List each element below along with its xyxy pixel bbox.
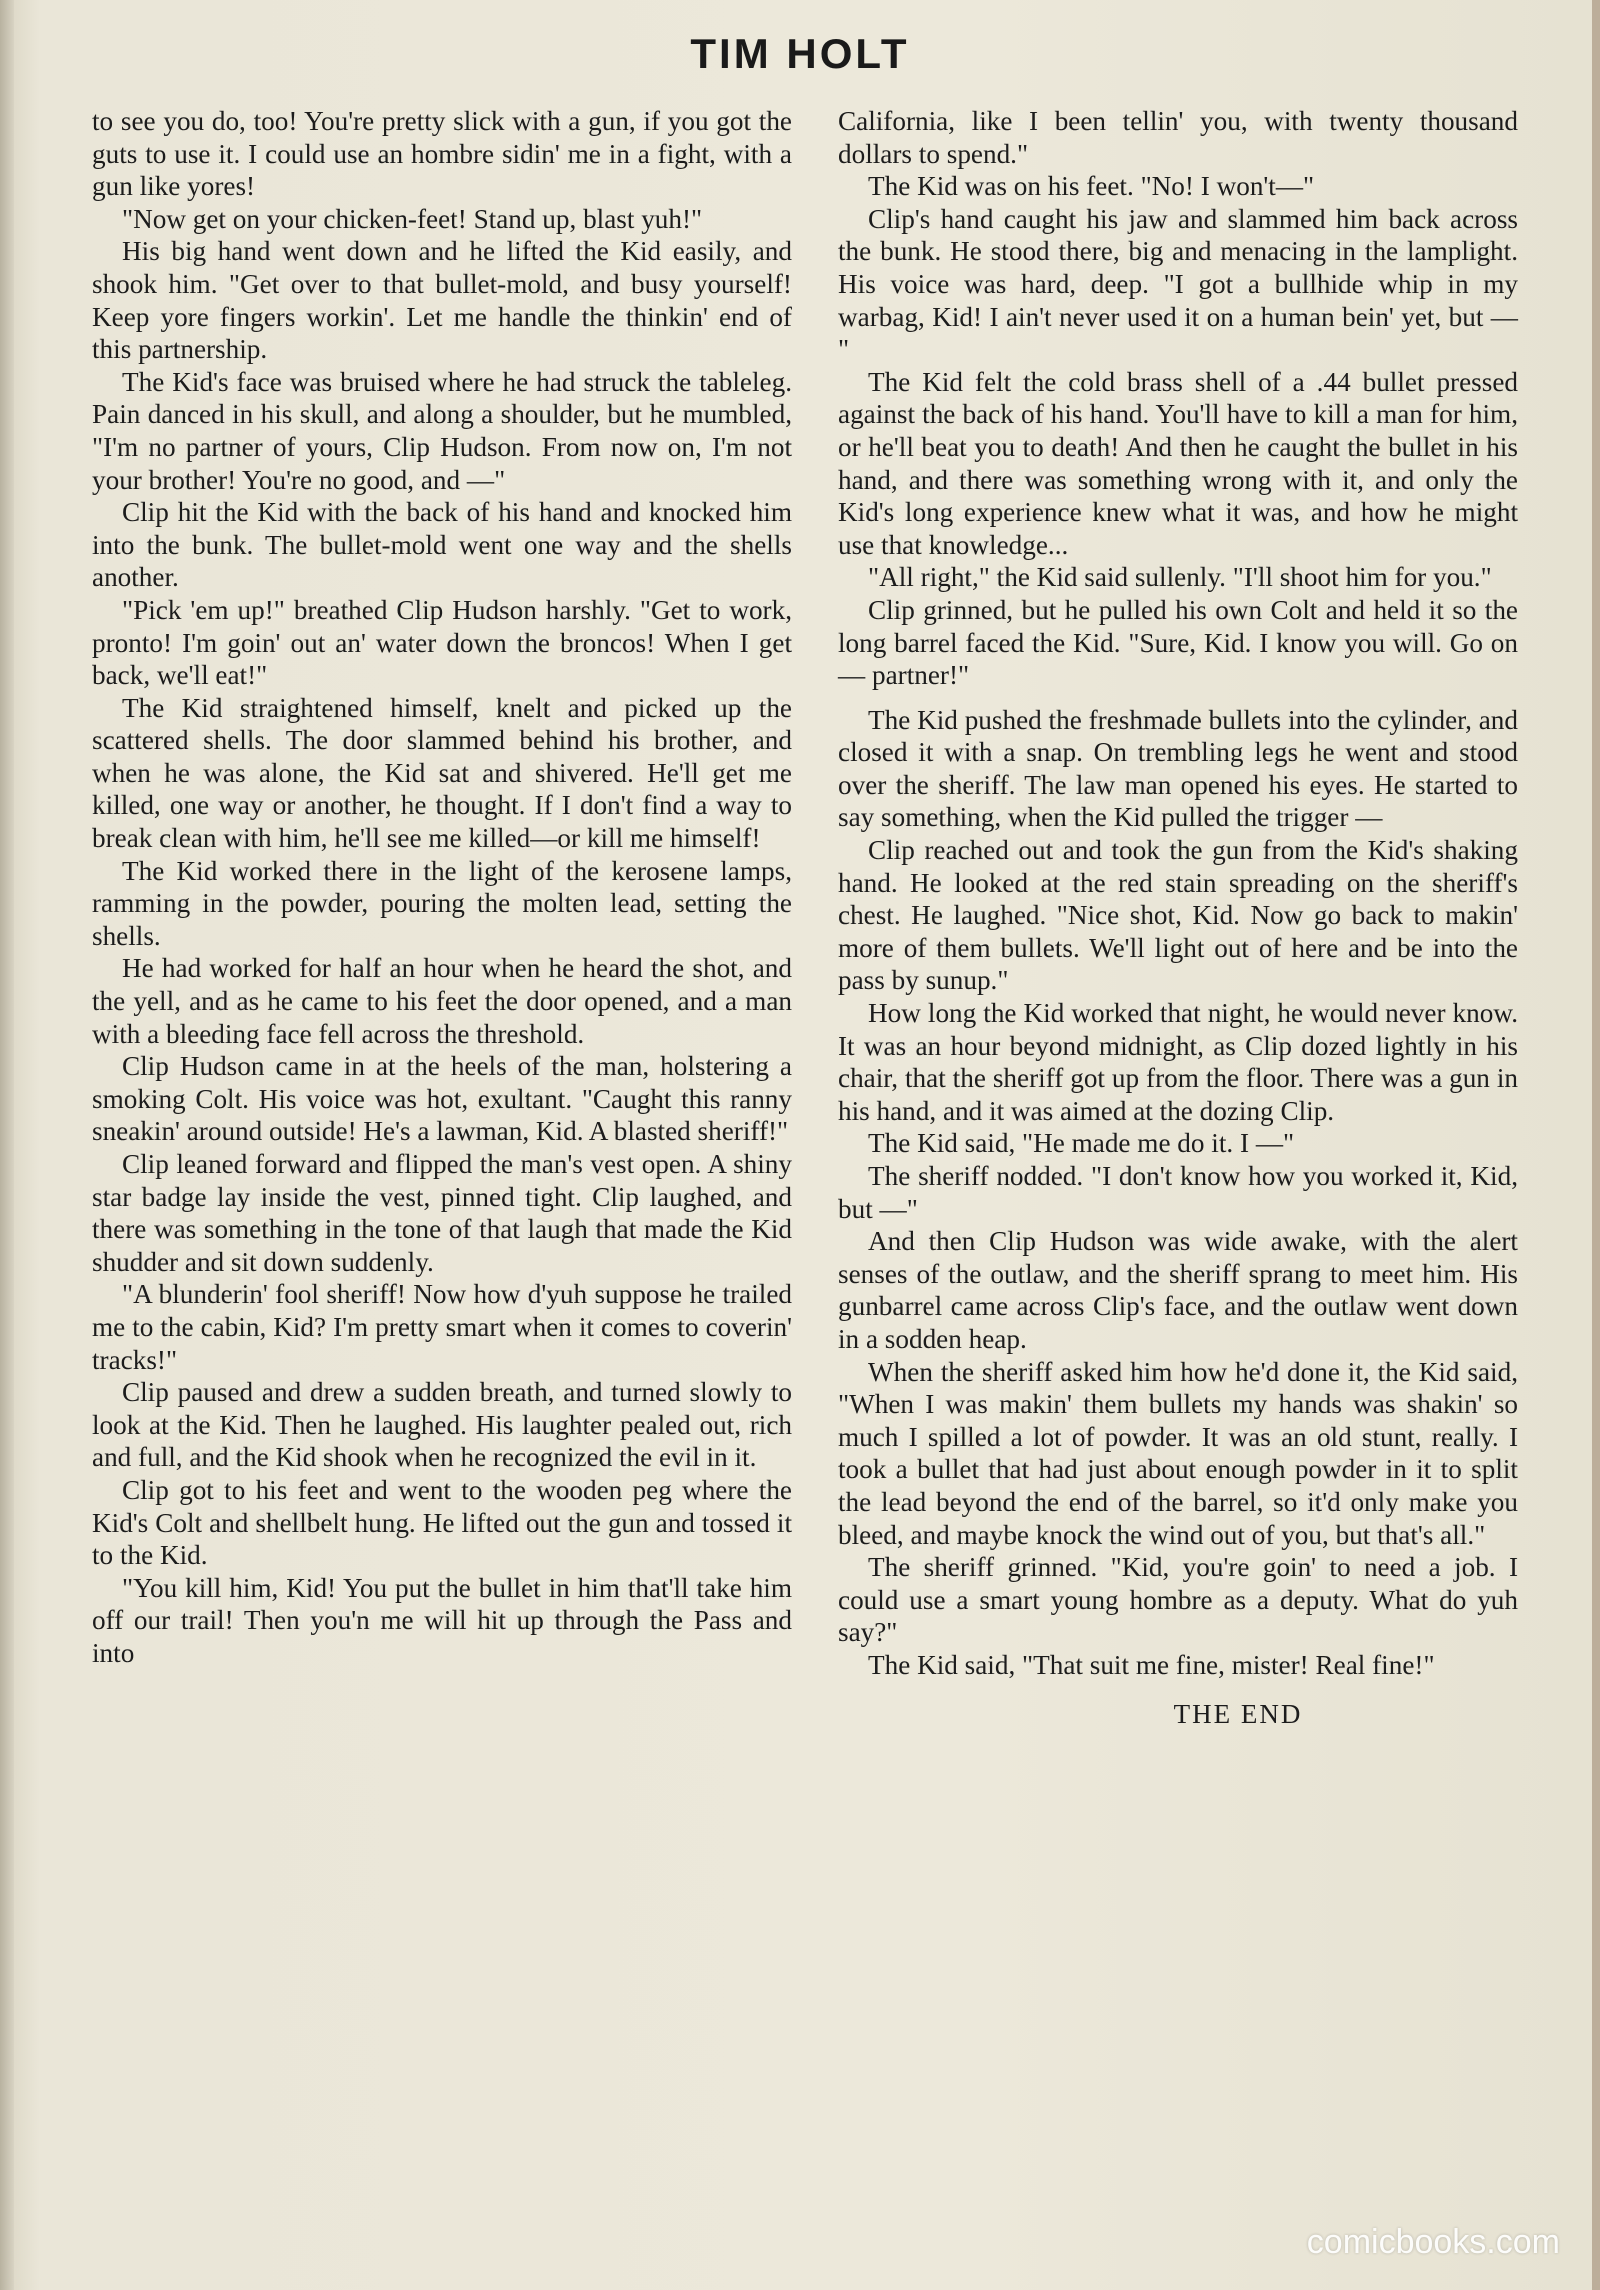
paragraph: Clip hit the Kid with the back of his hand and knocked him into the bunk. The bullet-mold went one way and the shells another. <box>92 497 792 593</box>
right-text-column <box>838 105 1518 1730</box>
paragraph: The Kid pushed the freshmade bullets into the cylinder, and closed it with a snap. On trembling legs he went and stood over the sheriff. The law man opened his eyes. He started to say something, when the Kid pulled the trigger — <box>838 704 1518 833</box>
paragraph: Clip's hand caught his jaw and slammed him back across the bunk. He stood there, big and menacing in the lamplight. His voice was hard, deep. "I got a bullhide whip in my warbag, Kid! I ain't never used it on a human bein' yet, but — " <box>838 203 1518 365</box>
paragraph: How long the Kid worked that night, he would never know. It was an hour beyond midnight, as Clip dozed lightly in his chair, that the sheriff got up from the floor. There was a gun in his hand, and it was aimed at the dozing Clip. <box>838 998 1518 1126</box>
paragraph: "Pick 'em up!" breathed Clip Hudson harshly. "Get to work, pronto! I'm goin' out an' water down the broncos! When I get back, we'll eat!" <box>92 594 792 691</box>
paragraph: Clip grinned, but he pulled his own Colt and held it so the long barrel faced the Kid. "Sure, Kid. I know you will. Go on — partner!" <box>838 594 1518 691</box>
paragraph: California, like I been tellin' you, with twenty thousand dollars to spend." <box>838 106 1518 169</box>
paragraph: "Now get on your chicken-feet! Stand up, blast yuh!" <box>122 203 703 234</box>
paragraph: The Kid said, "That suit me fine, mister! Real fine!" <box>868 1649 1435 1680</box>
running-head-title: TIM HOLT <box>690 30 910 77</box>
site-watermark: comicbooks.com <box>1306 2223 1560 2261</box>
left-text-column <box>92 105 792 1670</box>
page-edge <box>1592 0 1600 2290</box>
paragraph: "A blunderin' fool sheriff! Now how d'yuh suppose he trailed me to the cabin, Kid? I'm pretty smart when it comes to coverin' tracks!" <box>92 1279 792 1375</box>
paragraph: The Kid worked there in the light of the kerosene lamps, ramming in the powder, pouring the molten lead, setting the shells. <box>92 855 792 951</box>
paragraph: The sheriff grinned. "Kid, you're goin' to need a job. I could use a smart young hombre as a deputy. What do yuh say?" <box>838 1552 1518 1648</box>
paragraph: The Kid felt the cold brass shell of a .44 bullet pressed against the back of his hand. You'll have to kill a man for him, or he'll beat you to death! And then he caught the bullet in his hand, and there was something wrong with it, and only the Kid's long experience knew what it was, and how he might use that knowledge... <box>838 366 1518 560</box>
paragraph: When the sheriff asked him how he'd done it, the Kid said, "When I was makin' them bullets my hands was shakin' so much I spilled a lot of powder. It was an old stunt, really. I took a bullet that had just about enough powder in it to split the lead beyond the end of the barrel, so it'd only make you bleed, and maybe knock the wind out of you, but that's all." <box>838 1356 1518 1550</box>
paragraph: Clip paused and drew a sudden breath, and turned slowly to look at the Kid. Then he laughed. His laughter pealed out, rich and full, and the Kid shook when he recognized the evil in it. <box>92 1377 792 1473</box>
paragraph: "You kill him, Kid! You put the bullet in him that'll take him off our trail! Then you'n me will hit up through the Pass and into <box>92 1572 792 1668</box>
paragraph: Clip leaned forward and flipped the man's vest open. A shiny star badge lay inside the vest, pinned tight. Clip laughed, and there was something in the tone of that laugh that made the Kid shudder and sit down suddenly. <box>92 1149 792 1277</box>
paragraph: The Kid said, "He made me do it. I —" <box>868 1128 1295 1159</box>
paragraph: He had worked for half an hour when he heard the shot, and the yell, and as he came to his feet the door opened, and a man with a bleeding face fell across the threshold. <box>92 953 792 1049</box>
paragraph: Clip reached out and took the gun from the Kid's shaking hand. He looked at the red stain spreading on the sheriff's chest. He laughed. "Nice shot, Kid. Now go back to makin' more of them bullets. We'll light out of here and be into the pass by sunup." <box>838 835 1518 996</box>
the-end-label: THE END <box>1173 1698 1303 1729</box>
paragraph: The Kid straightened himself, knelt and picked up the scattered shells. The door slammed behind his brother, and when he was alone, the Kid sat and shivered. He'll get me killed, one way or another, he thought. If I don't find a way to break clean with him, he'll see me killed—or kill me himself! <box>92 692 792 854</box>
paragraph: Clip got to his feet and went to the wooden peg where the Kid's Colt and shellbelt hung. He lifted out the gun and tossed it to the Kid. <box>92 1474 792 1571</box>
paragraph: The Kid's face was bruised where he had struck the tableleg. Pain danced in his skull, and along a shoulder, but he mumbled, "I'm no partner of yours, Clip Hudson. From now on, I'm not your brother! You're no good, and —" <box>92 366 792 495</box>
paragraph: Clip Hudson came in at the heels of the man, holstering a smoking Colt. His voice was hot, exultant. "Caught this ranny sneakin' around outside! He's a lawman, Kid. A blasted sheriff!" <box>92 1051 792 1147</box>
paragraph: His big hand went down and he lifted the Kid easily, and shook him. "Get over to that bullet-mold, and busy yourself! Keep yore fingers workin'. Let me handle the thinkin' end of this partnership. <box>92 236 792 365</box>
page-spine-shadow <box>0 0 14 2290</box>
paragraph: And then Clip Hudson was wide awake, with the alert senses of the outlaw, and the sheriff sprang to meet him. His gunbarrel came across Clip's face, and the outlaw went down in a sodden heap. <box>838 1226 1518 1354</box>
paragraph: The Kid was on his feet. "No! I won't—" <box>868 171 1315 202</box>
paragraph: "All right," the Kid said sullenly. "I'll shoot him for you." <box>868 562 1492 593</box>
paragraph: to see you do, too! You're pretty slick with a gun, if you got the guts to use it. I could use an hombre sidin' me in a fight, with a gun like yores! <box>92 106 792 202</box>
paragraph: The sheriff nodded. "I don't know how you worked it, Kid, but —" <box>838 1161 1518 1224</box>
